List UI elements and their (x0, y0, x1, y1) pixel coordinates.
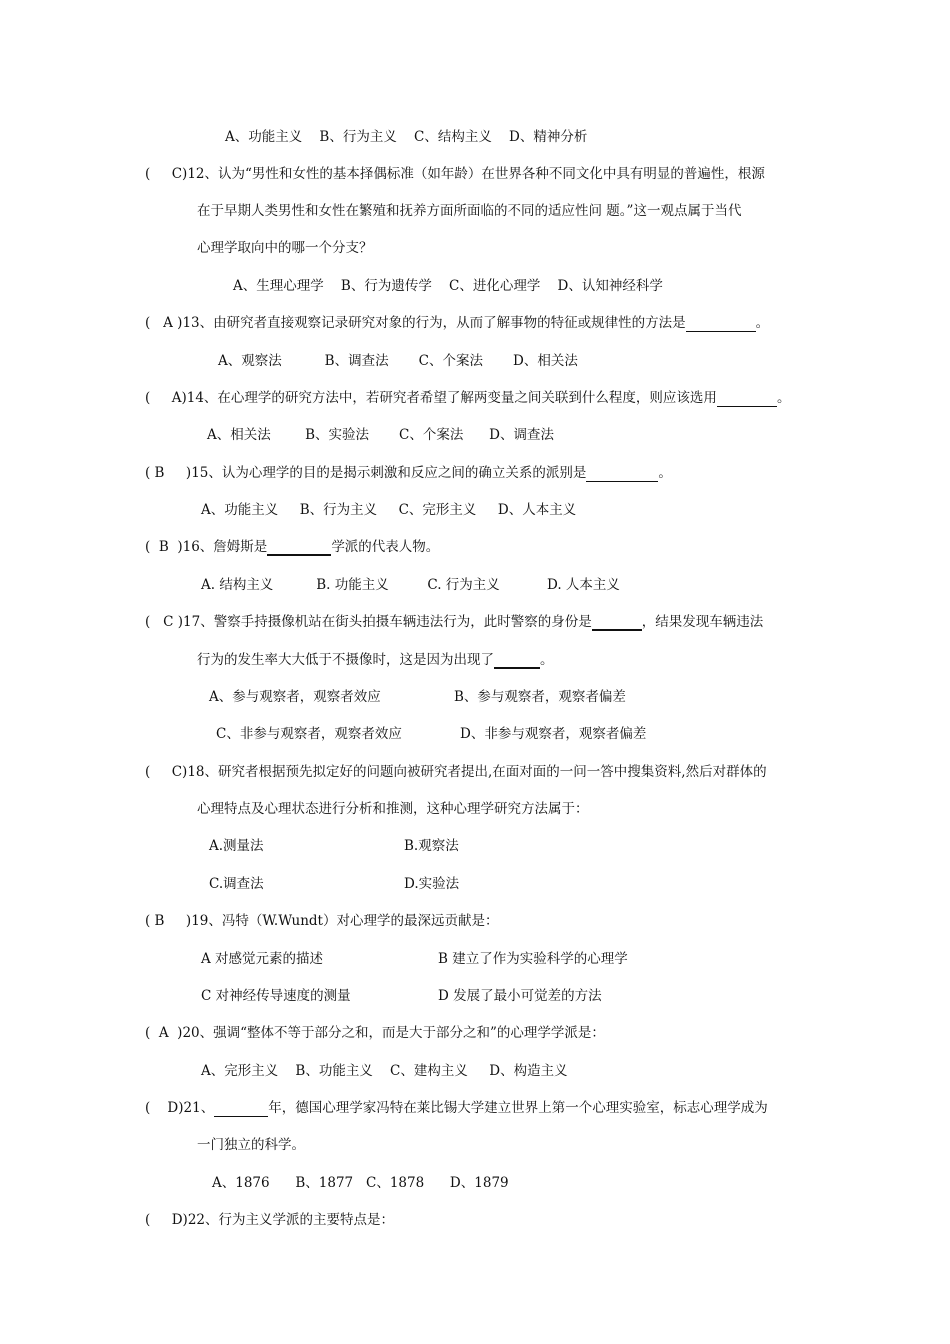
q12-line2: 在于早期人类男性和女性在繁殖和抚养方面所面临的不同的适应性问 题。”这一观点属于当代 (197, 203, 742, 219)
q20-line (145, 1024, 605, 1042)
q17-blank-2 (494, 653, 540, 669)
q14-blank (717, 392, 777, 407)
q17-line1-end: ，结果发现车辆违法 (641, 614, 764, 630)
q14-line (145, 389, 790, 407)
q19-option-d: D 发展了最小可觉差的方法 (438, 988, 602, 1004)
q15-blank (586, 467, 658, 482)
q16-stem: 16、詹姆斯是 (182, 539, 268, 555)
q21-line1-end: 年，德国心理学家冯特在莱比锡大学建立世界上第一个心理实验室，标志心理学成为 (268, 1100, 768, 1116)
q12-line1 (145, 165, 765, 183)
q14-answer: ( A) (145, 390, 187, 406)
q19-option-c: C 对神经传导速度的测量 (201, 988, 351, 1004)
q11-options: A、功能主义 B、行为主义 C、结构主义 D、精神分析 (225, 129, 588, 145)
q13-end: 。 (755, 315, 770, 331)
q17-option-b: B、参与观察者，观察者偏差 (454, 689, 626, 705)
q14-stem: 14、在心理学的研究方法中，若研究者希望了解两变量之间关联到什么程度，则应该选用 (186, 390, 717, 406)
q17-option-d: D、非参与观察者，观察者偏差 (460, 726, 647, 742)
q18-answer: ( C) (145, 764, 188, 780)
q18-option-a: A.测量法 (209, 838, 264, 854)
q12-options: A、生理心理学 B、行为遗传学 C、进化心理学 D、认知神经科学 (233, 278, 663, 294)
q18-line1 (145, 763, 767, 781)
q19-option-b: B 建立了作为实验科学的心理学 (438, 951, 628, 967)
q15-options: A、功能主义 B、行为主义 C、完形主义 D、人本主义 (201, 502, 577, 518)
q15-answer: ( B ) (145, 465, 192, 481)
q22-stem: 22、行为主义学派的主要特点是： (187, 1212, 395, 1228)
q12-answer: ( C) (145, 166, 188, 182)
q20-stem: 20、强调“整体不等于部分之和，而是大于部分之和”的心理学学派是： (182, 1025, 605, 1041)
q16-options: A. 结构主义 B. 功能主义 C. 行为主义 D. 人本主义 (201, 577, 620, 593)
q17-line2 (197, 651, 554, 669)
q13-stem: 13、由研究者直接观察记录研究对象的行为，从而了解事物的特征或规律性的方法是 (182, 315, 686, 331)
q19-line (145, 912, 498, 930)
q17-option-c: C、非参与观察者，观察者效应 (216, 726, 402, 742)
q20-options: A、完形主义 B、功能主义 C、建构主义 D、构造主义 (201, 1063, 568, 1079)
q14-end: 。 (776, 390, 791, 406)
q21-answer: ( D) (145, 1100, 184, 1116)
q18-option-d: D.实验法 (404, 876, 460, 892)
q22-line (145, 1211, 394, 1229)
q21-options: A、1876 B、1877 C、1878 D、1879 (212, 1175, 509, 1191)
q13-answer: ( A ) (145, 315, 183, 331)
q21-line2: 一门独立的科学。 (197, 1137, 305, 1153)
q21-line1 (145, 1099, 768, 1117)
q17-line1 (145, 613, 763, 631)
q19-option-a: A 对感觉元素的描述 (201, 951, 324, 967)
q17-stem: 17、警察手持摄像机站在街头拍摄车辆违法行为，此时警察的身份是 (183, 614, 592, 630)
q21-blank (214, 1102, 268, 1117)
q14-options: A、相关法 B、实验法 C、个案法 D、调查法 (207, 427, 554, 443)
q18-stem: 18、研究者根据预先拟定好的问题向被研究者提出,在面对面的一问一答中搜集资料,然后对群体的 (187, 764, 767, 780)
q17-option-a: A、参与观察者，观察者效应 (209, 689, 381, 705)
q15-stem: 15、认为心理学的目的是揭示刺激和反应之间的确立关系的派别是 (191, 465, 587, 481)
q16-blank (267, 540, 331, 556)
q19-answer: ( B ) (145, 913, 192, 929)
q18-option-c: C.调查法 (209, 876, 264, 892)
q12-line3: 心理学取向中的哪一个分支？ (197, 240, 373, 256)
q18-line2: 心理特点及心理状态进行分析和推测，这种心理学研究方法属于： (197, 801, 589, 817)
q22-answer: ( D) (145, 1212, 188, 1228)
q16-line (145, 538, 439, 556)
q17-line2-end: 。 (540, 652, 554, 668)
q17-blank-1 (592, 615, 642, 631)
q15-end: 。 (658, 465, 672, 481)
q15-line (145, 464, 672, 482)
q17-answer: ( C ) (145, 614, 184, 630)
q20-answer: ( A ) (145, 1025, 183, 1041)
q21-stem-start: 21、 (183, 1100, 215, 1116)
q16-end: 学派的代表人物。 (331, 539, 440, 555)
q13-line (145, 314, 769, 332)
q13-blank (686, 317, 756, 332)
q18-option-b: B.观察法 (404, 838, 459, 854)
q12-stem: 12、认为“男性和女性的基本择偶标准（如年龄）在世界各种不同文化中具有明显的普遍性，根源 (187, 166, 765, 182)
q17-line2-stem: 行为的发生率大大低于不摄像时，这是因为出现了 (197, 652, 494, 668)
q19-stem: 19、冯特（W.Wundt）对心理学的最深远贡献是： (191, 913, 499, 929)
q13-options: A、观察法 B、调查法 C、个案法 D、相关法 (218, 353, 578, 369)
q16-answer: ( B ) (145, 539, 183, 555)
